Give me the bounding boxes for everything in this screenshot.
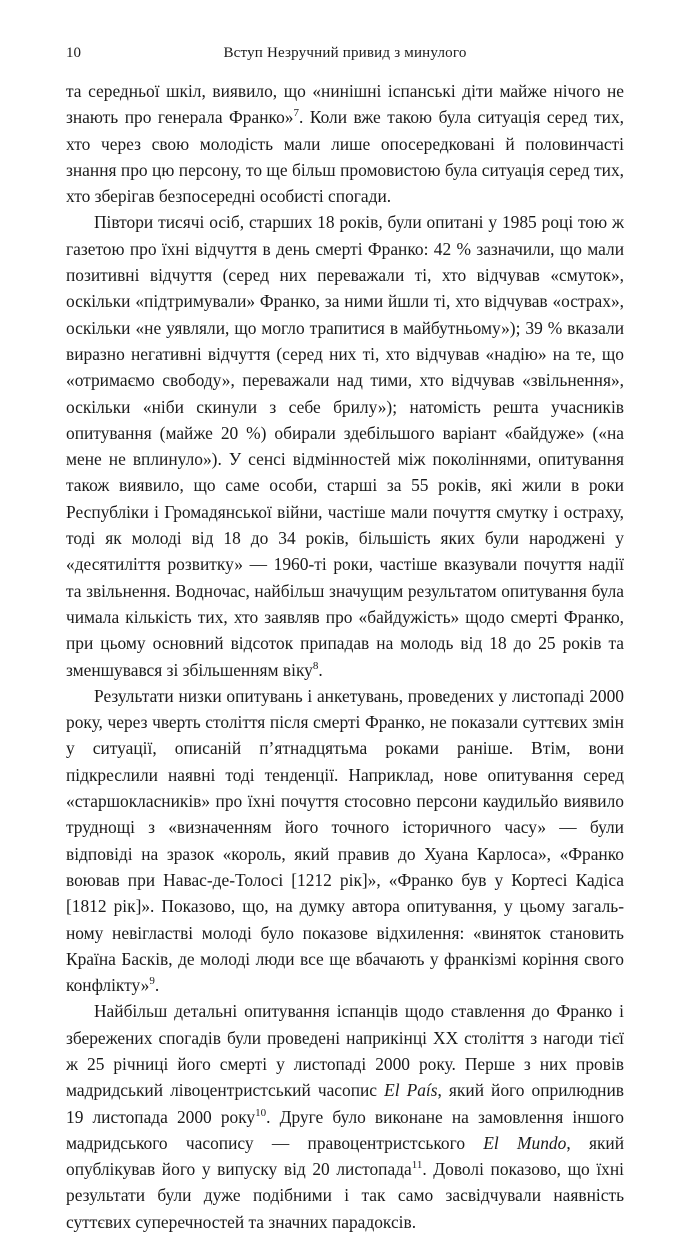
running-header (66, 42, 624, 64)
paragraph-text: , який його оприлюднив 19 листопада 2000 року (66, 1080, 624, 1127)
paragraph-text: , який опублікував його у випуску від 20 листопада (66, 1132, 625, 1180)
footnote-marker: 8 (312, 659, 319, 672)
publication-title: El País (384, 1080, 438, 1101)
paragraph-3 (66, 683, 624, 999)
paragraph-2 (66, 209, 624, 682)
footnote-marker: 7 (293, 107, 299, 120)
paragraph-text: . (154, 975, 160, 996)
footnote-marker: 9 (149, 975, 155, 988)
footnote-marker: 11 (411, 1159, 423, 1172)
paragraph-text: . Коли вже такою була ситуація серед тих, хто через свою молодість мали лише опосередковані й половинчасті знання про цю персону, то ще більш промовистою була ситуація серед тих, хто зберігав безпосередні особисті спогади. (66, 107, 624, 207)
paragraph-text: Півтори тисячі осіб, старших 18 років, були опитані у 1985 році тою ж газетою про їхні відчуття в день смерті Франко: 42 % зазначили, що мали позитивні відчуття (серед них переважали ті, хто відчував «смуток», оскільки «підтримували» Франко, за ними йшли ті, хто відчував «острах», оскільки «не уявляли, що могло трапитися в майбутньому»); 39 % вказали виразно негативні відчуття (серед них ті, хто відчував «надію» на те, що «отримаємо свободу», переважали над тими, хто відчував «звільнення», оскільки «ніби скинули з себе брилу»); натомість решта учасників опитування (майже 20 %) обирали здебільшого варіант «байдуже» («на мене не вплинуло»). У сенсі відмінностей між поколіннями, опитування також виявило, що саме особи, старші за 55 років, які жили в роки Республіки і Громадянської війни, частіше мали почуття смутку і остраху, тоді як молоді від 18 до 34 років, більшість яких були народжені у «десятиліття розвитку» — 1960-ті роки, частіше вказували почуття надії та звільнення. Водночас, найбільш значущим результатом опитування була чимала кількість тих, хто заявляв про «байдужість» щодо смерті Франко, при цьому основний відсоток припадав на молодь від 18 до 25 років та зменшувався зі збільшенням віку (66, 212, 624, 680)
running-title: Вступ Незручний привид з минулого (223, 45, 467, 61)
footnote-marker: 10 (255, 1106, 267, 1119)
page-number: 10 (66, 45, 81, 61)
publication-title: El Mundo (483, 1132, 567, 1153)
paragraph-text: Найбільш детальні опитування іспанців щодо ставлення до Франко і збережених спогадів були проведені наприкінці XX століття з нагоди тієї ж 25 річниці його смерті у листопаді 2000 року. Перше з них провів мадридський лівоцентристський часопис (66, 1001, 624, 1101)
paragraph-text: . Друге було виконане на замовлення іншого мадридського часопису — правоцентристського (66, 1106, 624, 1153)
body-text (66, 78, 624, 1235)
paragraph-text: . (318, 659, 323, 680)
paragraph-4 (66, 998, 624, 1235)
paragraph-text: та середньої шкіл, виявило, що «нинішні іспанські діти майже нічого не знають про генерала Франко» (66, 81, 624, 128)
paragraph-1 (66, 78, 624, 209)
book-page (66, 42, 624, 1235)
paragraph-text: Результати низки опитувань і анкетувань, проведених у листопаді 2000 року, через чверть століття після смерті Франко, не показали суттєвих змін у ситуації, описаній п’ятнадцятьма роками раніше. Втім, вони підкреслили наявні тоді тенденції. Наприклад, нове опитування серед «старшокласників» про їхні почуття стосовно персони каудильйо виявило труднощі з «визначенням його точного історичного часу» — були відповіді на зразок «король, який правив до Хуана Карлоса», «Франко воював при Навас-де-Толосі [1212 рік]», «Франко був у Кортесі Кадіса [1812 рік]». Показово, що, на думку автора опитування, у цьому загальному невігластві молоді було показове відхилення: «виняток становить Країна Басків, де молоді люди все ще вбачають у франкізмі коріння свого конфлікту» (66, 685, 624, 996)
paragraph-text: . Доволі показово, що їхні результати були дуже подібними і так само засвідчували наявність суттєвих суперечностей та значних парадоксів. (66, 1159, 624, 1232)
